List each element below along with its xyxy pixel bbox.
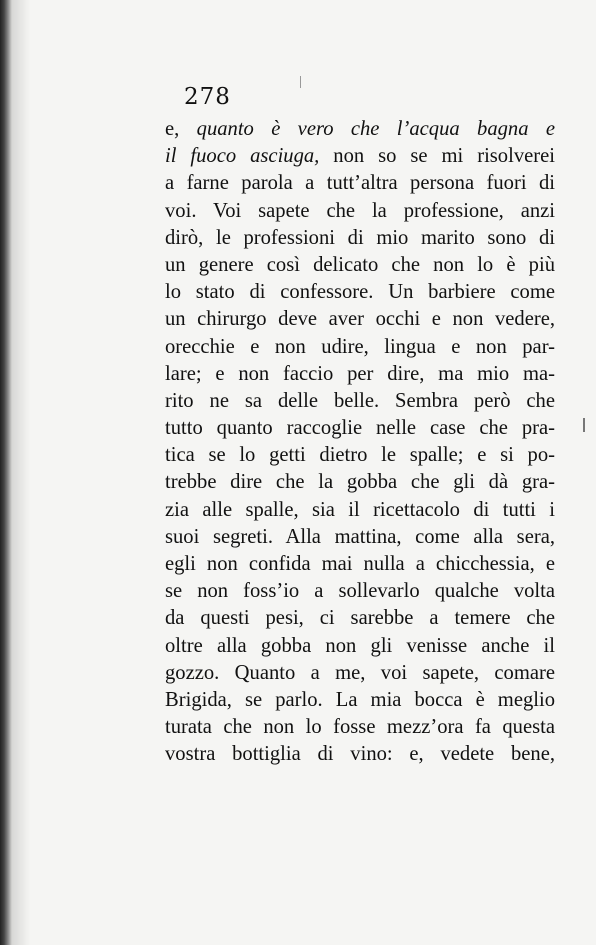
text-run: turata che non lo fosse mezz’ora fa questa	[165, 716, 555, 739]
text-run: e,	[165, 118, 197, 140]
text-line	[165, 578, 555, 605]
text-line	[165, 660, 555, 687]
text-run: tica se lo getti dietro le spalle; e si po-	[165, 444, 555, 467]
text-run: un genere così delicato che non lo è più	[165, 253, 555, 276]
text-run: rito ne sa delle belle. Sembra però che	[165, 389, 555, 412]
text-run: orecchie e non udire, lingua e non par-	[165, 335, 555, 358]
text-line	[165, 279, 555, 306]
text-line	[165, 714, 555, 741]
text-line	[165, 415, 555, 442]
text-line	[165, 633, 555, 660]
text-run: lo stato di confessore. Un barbiere come	[165, 281, 555, 304]
text-line	[165, 687, 555, 714]
text-line	[165, 361, 555, 388]
text-run: voi. Voi sapete che la professione, anzi	[165, 199, 555, 222]
text-line	[165, 605, 555, 632]
text-line	[165, 388, 555, 415]
text-line	[165, 524, 555, 551]
text-run: lare; e non faccio per dire, ma mio ma-	[165, 362, 555, 385]
text-line	[165, 252, 555, 279]
text-run: se non foss’io a sollevarlo qualche volta	[165, 580, 555, 603]
text-run: dirò, le professioni di mio marito sono di	[165, 226, 555, 249]
text-line	[165, 143, 555, 170]
text-line	[165, 170, 555, 197]
text-run: gozzo. Quanto a me, voi sapete, comare	[165, 661, 555, 684]
text-line	[165, 306, 555, 333]
text-run: zia alle spalle, sia il ricettacolo di tutti i	[165, 498, 555, 521]
text-line	[165, 741, 555, 768]
text-line	[165, 198, 555, 225]
text-run: tutto quanto raccoglie nelle case che pra-	[165, 417, 555, 440]
margin-mark	[583, 418, 585, 432]
italic-text: il fuoco asciuga,	[165, 145, 320, 168]
text-line	[165, 225, 555, 252]
text-line	[165, 334, 555, 361]
text-run: suoi segreti. Alla mattina, come alla sera,	[165, 525, 555, 548]
text-run: un chirurgo deve aver occhi e non vedere,	[165, 308, 555, 331]
text-line	[165, 116, 555, 143]
page-number: 278	[184, 84, 231, 110]
text-line	[165, 497, 555, 524]
book-binding-edge	[0, 0, 12, 945]
stray-mark	[300, 76, 301, 88]
text-run: vostra bottiglia di vino: e, vedete bene,	[165, 743, 555, 766]
text-run: non so se mi risolverei	[319, 145, 555, 168]
text-line	[165, 469, 555, 496]
binding-shadow	[12, 0, 30, 945]
text-line	[165, 551, 555, 578]
body-text	[165, 116, 555, 769]
text-run: oltre alla gobba non gli venisse anche il	[165, 634, 555, 657]
text-run: da questi pesi, ci sarebbe a temere che	[165, 607, 555, 630]
text-run: trebbe dire che la gobba che gli dà gra-	[165, 471, 555, 494]
text-run: a farne parola a tutt’altra persona fuori di	[165, 172, 555, 195]
text-line	[165, 442, 555, 469]
italic-text: quanto è vero che l’acqua bagna e	[196, 118, 555, 140]
text-run: Brigida, se parlo. La mia bocca è meglio	[165, 688, 555, 711]
text-run: egli non confida mai nulla a chicchessia, e	[165, 553, 555, 575]
